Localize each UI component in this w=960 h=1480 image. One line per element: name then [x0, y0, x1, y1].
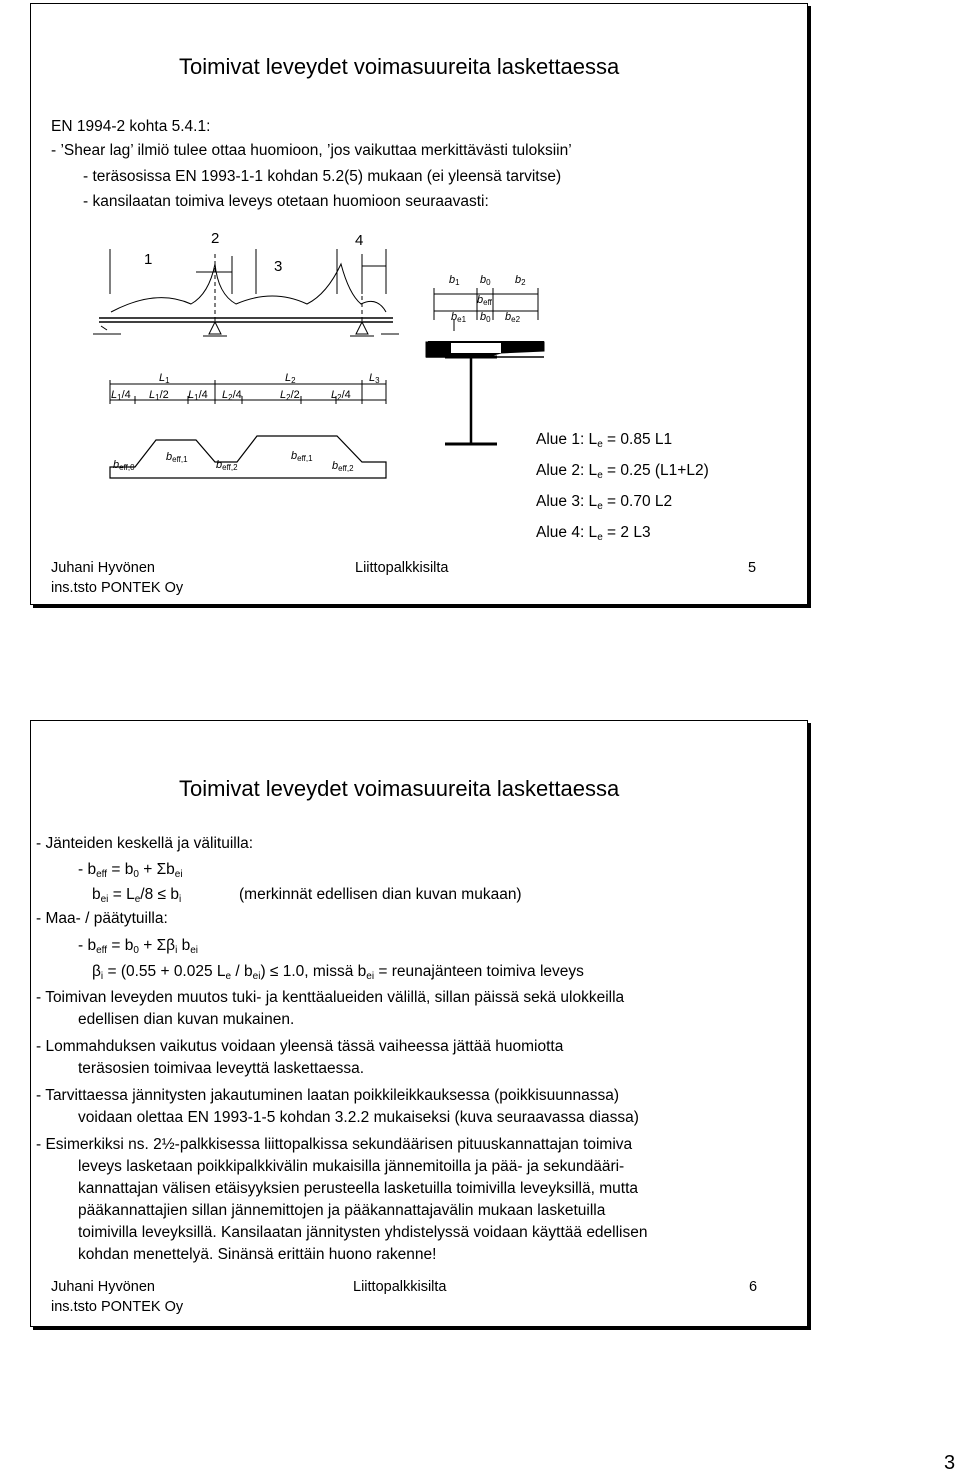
dim-l2-quarter-2: $L_2/4$	[331, 389, 351, 402]
label-beff0: $b_{eff,0}$	[113, 459, 135, 472]
para-buckling: - Lommahduksen vaikutus voidaan yleensä tässä vaiheessa jättää huomiotta	[36, 1038, 564, 1055]
alue-3: Alue 3: $L_e = 0.70$ L2	[536, 493, 673, 512]
para-example-2: leveys lasketaan poikkipalkkivälin mukaisilla jännemitoilla ja pää- ja sekundääri-	[78, 1158, 625, 1175]
label-beff2-b: $b_{eff,2}$	[332, 460, 354, 473]
footer-page-number: 5	[748, 560, 757, 576]
para-width-change-2: edellisen dian kuvan mukainen.	[78, 1011, 295, 1028]
dim-l1-half: $L_1/2$	[149, 389, 169, 402]
para-example-6: kohdan menettelyä. Sinänsä erittäin huono rakenne!	[78, 1246, 437, 1263]
slide-6	[30, 720, 808, 1327]
para-stress-dist-2: voidaan olettaa EN 1993-1-5 kohdan 3.2.2 mukaiseksi (kuva seuraavassa diassa)	[78, 1109, 639, 1126]
line-end-supports: - Maa- / päätytuilla:	[36, 910, 168, 927]
label-b0: $b_0$	[480, 274, 491, 287]
label-beff2: $b_{eff,2}$	[216, 459, 238, 472]
dim-l2-quarter: $L_2/4$	[222, 389, 242, 402]
formula-beff-middle: - $b_{eff} = b_0 + \Sigma b_{ei}$	[78, 861, 183, 880]
para-example-3: kannattajan välisen etäisyyksien perusteella lasketuilla toimivilla leveyksillä, mutta	[78, 1180, 638, 1197]
alue-2: Alue 2: $L_e = 0.25$ (L1+L2)	[536, 462, 709, 481]
para-example-5: toimivilla leveyksillä. Kansilaatan jännitysten yhdistelyssä voidaan käyttää edellisen	[78, 1224, 648, 1241]
footer-topic: Liittopalkkisilta	[353, 1279, 447, 1295]
slide-title: Toimivat leveydet voimasuureita laskettaessa	[179, 54, 620, 79]
label-be1: $b_{e1}$	[451, 311, 467, 324]
footer-page-number: 6	[749, 1279, 758, 1295]
footer-author: Juhani Hyvönen	[51, 1279, 155, 1295]
dim-l1-quarter-2: $L_1/4$	[188, 389, 208, 402]
label-b1: $b_1$	[449, 274, 460, 287]
label-beff1-b: $b_{eff,1}$	[291, 450, 313, 463]
dim-l2-half: $L_2/2$	[280, 389, 300, 402]
slide-title: Toimivat leveydet voimasuureita laskettaessa	[179, 776, 620, 801]
para-stress-dist: - Tarvittaessa jännitysten jakautuminen laatan poikkileikkauksessa (poikkisuunnassa)	[36, 1087, 619, 1104]
bullet-deck-slab: - kansilaatan toimiva leveys otetaan huomioon seuraavasti:	[83, 193, 489, 210]
label-beff: $b_{eff}$	[477, 294, 492, 307]
span-label-l2: $L_2$	[285, 372, 296, 385]
label-b2: $b_2$	[515, 274, 526, 287]
footer-company: ins.tsto PONTEK Oy	[51, 1299, 184, 1315]
page-number: 3	[944, 1452, 956, 1474]
alue-4: Alue 4: $L_e = 2$ L3	[536, 524, 651, 543]
span-label-l3: $L_3$	[369, 372, 380, 385]
bullet-steel-parts: - teräsosissa EN 1993-1-1 kohdan 5.2(5) mukaan (ei yleensä tarvitse)	[83, 168, 562, 185]
footer-author: Juhani Hyvönen	[51, 560, 155, 576]
footer-topic: Liittopalkkisilta	[355, 560, 449, 576]
bullet-shear-lag: - ’Shear lag’ ilmiö tulee ottaa huomioon, ’jos vaikuttaa merkittävästi tuloksiin’	[51, 142, 572, 159]
standard-reference: EN 1994-2 kohta 5.4.1:	[51, 118, 211, 135]
alue-list	[536, 427, 709, 551]
region-label-1: 1	[144, 251, 153, 268]
label-be2: $b_{e2}$	[505, 311, 521, 324]
alue-1: Alue 1: $L_e = 0.85$ L1	[536, 431, 673, 450]
region-label-2: 2	[211, 230, 220, 247]
label-b0-lower: $b_0$	[480, 311, 491, 324]
formula-beff-end: - $b_{eff} = b_0 + \Sigma\beta_i$ $b_{ei}$	[78, 937, 199, 956]
dim-l1-quarter: $L_1/4$	[111, 389, 131, 402]
formula-note: (merkinnät edellisen dian kuvan mukaan)	[239, 886, 522, 903]
para-example: - Esimerkiksi ns. 2½-palkkisessa liittopalkissa sekundäärisen pituuskannattajan toimiva	[36, 1136, 633, 1153]
formula-beta: $\beta_i = (0.55 + 0.025$ $L_e / b_{ei}) \le 1.0$, missä $b_{ei}$ = reunajänteen toimiva leveys	[92, 963, 584, 982]
para-buckling-2: teräsosien toimivaa leveyttä laskettaessa.	[78, 1060, 365, 1077]
slide-5	[30, 3, 808, 605]
label-beff1: $b_{eff,1}$	[166, 451, 188, 464]
line-span-middle: - Jänteiden keskellä ja välituilla:	[36, 835, 254, 852]
para-width-change: - Toimivan leveyden muutos tuki- ja kenttäalueiden välillä, sillan päissä sekä ulokkeilla	[36, 989, 625, 1006]
para-example-4: pääkannattajien sillan jännemittojen ja pääkannattajavälin mukaan lasketuilla	[78, 1202, 606, 1219]
footer-company: ins.tsto PONTEK Oy	[51, 580, 184, 596]
formula-bei: $b_{ei} = L_e/8 \le b_i$	[92, 886, 182, 905]
region-label-4: 4	[355, 232, 364, 249]
span-label-l1: $L_1$	[159, 372, 170, 385]
region-label-3: 3	[274, 258, 283, 275]
